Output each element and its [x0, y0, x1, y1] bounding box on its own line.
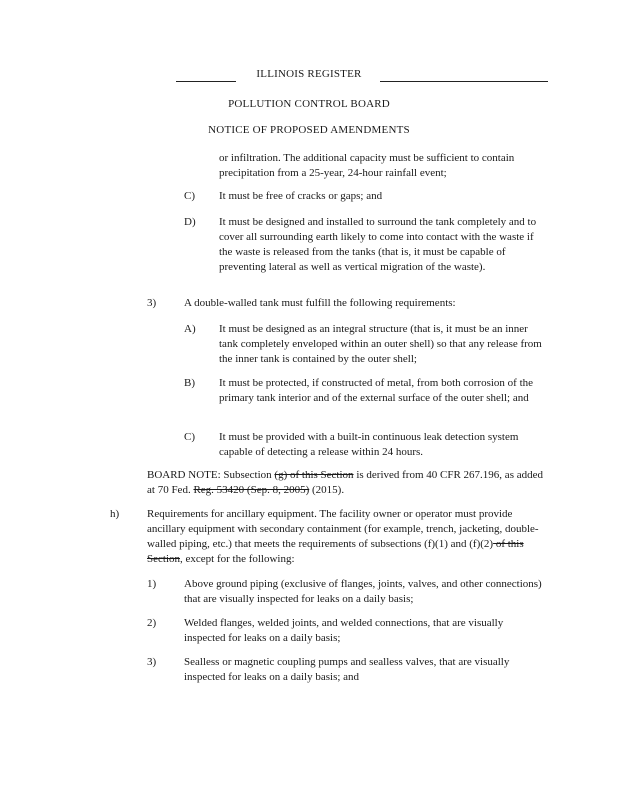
- item-c-label: C): [184, 190, 195, 202]
- item-d-label: D): [184, 216, 196, 228]
- section-h-part-2: , except for the following:: [180, 553, 295, 565]
- board-note-part-3: (2015).: [309, 484, 345, 496]
- board-note-struck-2: Reg. 53420 (Sep. 8, 2005): [193, 484, 310, 496]
- item-3-label: 3): [147, 297, 157, 309]
- register-title: ILLINOIS REGISTER: [256, 68, 362, 80]
- board-note: [147, 468, 549, 498]
- board-title: POLLUTION CONTROL BOARD: [228, 98, 390, 110]
- board-note-part-1: BOARD NOTE: Subsection: [147, 469, 275, 481]
- item-c-text: It must be free of cracks or gaps; and: [219, 190, 383, 202]
- continuation-text: or infiltration. The additional capacity must be sufficient to contain precipitation from a 25-year, 24-hour rainfall event;: [219, 152, 515, 179]
- notice-title: NOTICE OF PROPOSED AMENDMENTS: [208, 124, 410, 136]
- item-3c-label: C): [184, 431, 195, 443]
- item-3b-label: B): [184, 377, 195, 389]
- section-h-label: h): [110, 508, 120, 520]
- item-h1-text: Above ground piping (exclusive of flanges, joints, valves, and other connections) that are visually inspected for leaks on a daily basis;: [184, 578, 542, 605]
- item-d-text: It must be designed and installed to surround the tank completely and to cover all surrounding earth likely to come into contact with the waste if the waste is released from the tanks (that is, it must be capable of preventing lateral as well as vertical migration of the waste).: [219, 216, 537, 273]
- item-h2-label: 2): [147, 617, 157, 629]
- item-3a-label: A): [184, 323, 196, 335]
- header-rule-right: [380, 81, 548, 82]
- section-h-struck: of this Section: [147, 538, 524, 565]
- item-h3-text: Sealless or magnetic coupling pumps and sealless valves, that are visually inspected for leaks on a daily basis; and: [184, 656, 510, 683]
- item-3b-text: It must be protected, if constructed of metal, from both corrosion of the primary tank interior and of the external surface of the outer shell; and: [219, 377, 534, 404]
- board-note-part-2: is derived from 40 CFR 267.196, as added at 70 Fed.: [147, 469, 543, 496]
- item-h3-label: 3): [147, 656, 157, 668]
- item-h2-text: Welded flanges, welded joints, and welded connections, that are visually inspected for leaks on a daily basis;: [184, 617, 504, 644]
- section-h-part-1: Requirements for ancillary equipment. The facility owner or operator must provide ancillary equipment with secondary containment (for example, trench, jacketing, double-walled piping, etc.) that meets the requirements of subsections (f)(1) and (f)(2): [147, 508, 539, 550]
- item-h1-label: 1): [147, 578, 157, 590]
- section-h-text: [147, 507, 549, 567]
- header-rule-left: [176, 81, 236, 82]
- board-note-struck-1: (g) of this Section: [274, 469, 354, 481]
- item-3-text: A double-walled tank must fulfill the following requirements:: [184, 297, 456, 309]
- item-3a-text: It must be designed as an integral structure (that is, it must be an inner tank completely enveloped within an outer shell) so that any release from the inner tank is contained by the outer shell;: [219, 323, 542, 365]
- item-3c-text: It must be provided with a built-in continuous leak detection system capable of detecting a release within 24 hours.: [219, 431, 519, 458]
